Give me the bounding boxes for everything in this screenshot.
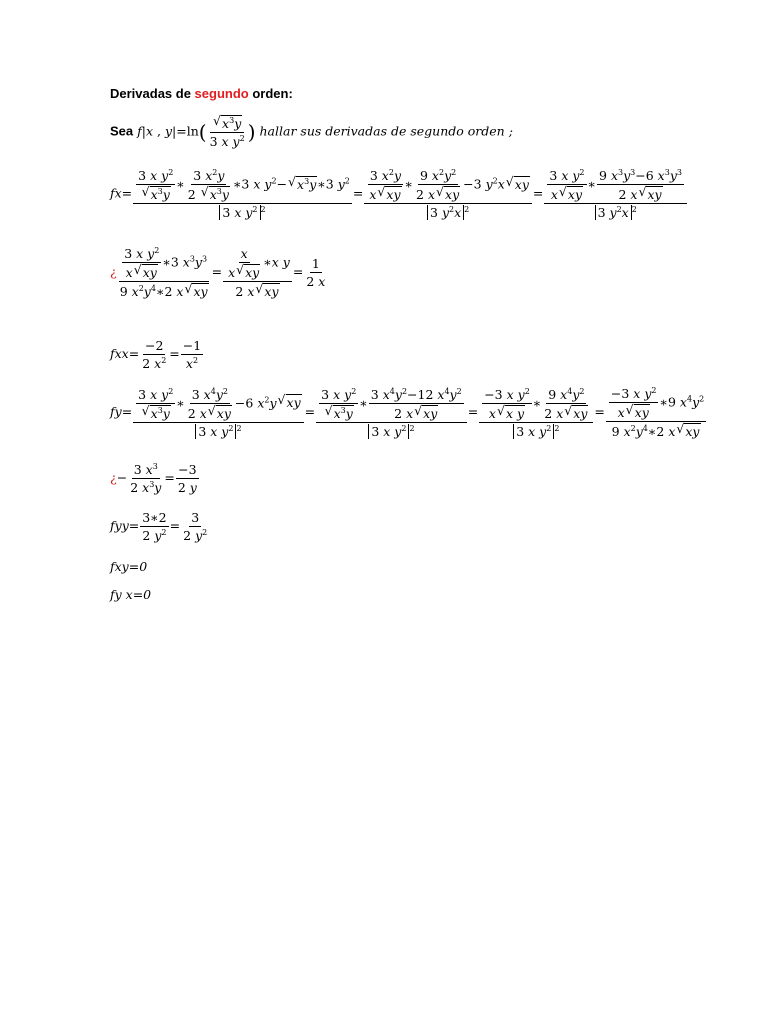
fx-continuation: ¿ $\frac{3 x y^2}{x√ xy}$ ∗3 $x^3y^3$ 9 $x^2y^4∗2$ x√ xy = $\frac{x}{x√ xy}$ ∗x y 2 x√ xy = $\frac{1}{2 x}$ [110, 246, 328, 299]
page-title [110, 86, 293, 101]
statement-tail: hallar sus derivadas de segundo orden ; [259, 123, 513, 139]
title-prefix: Derivadas de [110, 86, 195, 101]
problem-statement: Sea f|x , y|=ln( √ $\frac{x^3y}{3 x y^2}$ ) hallar sus derivadas de segundo orden ; [110, 115, 513, 149]
fyy-label: fyy= [110, 518, 140, 533]
inverted-question-mark-2: ¿ [110, 470, 117, 485]
fxx-label: fxx= [110, 346, 140, 361]
fx-derivation: fx= 3 x $y^2$ √ $x^3y$ ∗ $\frac{3 x^2y}{2 √ x^3y}$ ∗3 x $y^2-√$ $x^3y∗3$ $y^2$ 3 x $y^2$ $^2$ = $\frac{3 x^2y}{x√ xy}$ ∗ $\frac{9 x^2y^2}{2 x√ xy}$ −3 $y^2x√$ xy 3 $y^2x$ $^2$ = $\frac{3 x y^2}{x√ xy}$ ∗ $\frac{9 x^3y^3-6 x^3y^3}{2 x√ xy}$ 3 $y^2x$ $^2$ [110, 168, 688, 220]
fxy-result [110, 559, 147, 574]
title-suffix: orden: [248, 86, 293, 101]
inverted-question-mark: ¿ [110, 264, 117, 279]
statement-lead: Sea [110, 123, 134, 139]
title-highlight: segundo [194, 86, 249, 101]
fxy-label: fxy=0 [110, 559, 148, 574]
fx-label: fx= [110, 185, 133, 201]
fxx-derivation: fxx= $\frac{-2}{2 x^2}$ = $\frac{-1}{x^2}$ [110, 338, 202, 371]
fy-derivation: fy= 3 x $y^2$ √ $x^3y$ ∗ $\frac{3 x^4y^2}{2 x√ xy}$ −6 $x^2y√$ xy 3 x $y^2$ $^2$ = 3 x $y^2$ √ $x^3y$ ∗ $\frac{3 x^4y^2-12 x^4y^2}{2 x√ xy}$ 3 x $y^2$ $^2$ = $\frac{-3 x y^2}{\text{x√ x y}}$ ∗ $\frac{9 x^4y^2}{2 x√ xy}$ 3 x $y^2$ $^2$ = $\frac{-3 x y^2}{x√ xy}$ ∗9 $x^4y^2$ 9 $x^2y^4∗2$ x√ xy [110, 386, 707, 439]
fyy-derivation: fyy= $\frac{3∗2}{2 y^2}$ = $\frac{3}{2 y^2}$ [110, 510, 208, 543]
fyx-label: fy x=0 [110, 587, 152, 602]
fy-continuation: ¿− $\frac{3 x^3}{2 x^3y}$ = $\frac{-3}{2 y}$ [110, 462, 197, 495]
fy-label: fy= [110, 404, 133, 419]
fyx-result [110, 587, 151, 602]
